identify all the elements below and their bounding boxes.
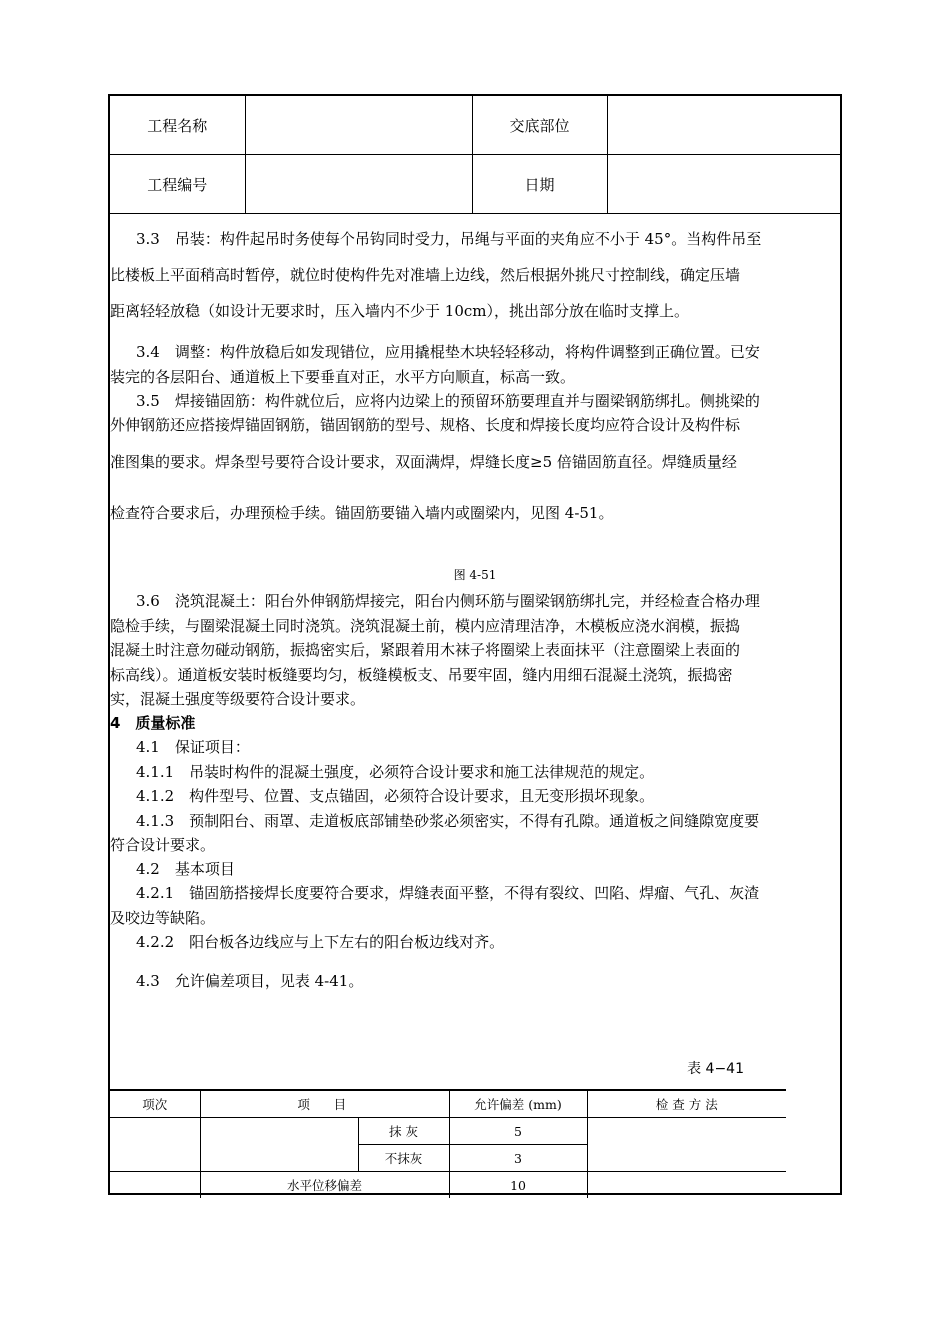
project-name-label: 工程名称	[110, 96, 245, 155]
row-method-cell	[587, 1172, 786, 1199]
header-index: 项次	[110, 1090, 200, 1118]
table-row	[110, 1118, 786, 1145]
row-method-cell	[587, 1118, 786, 1172]
s411-line: 4.1.1 吊装时构件的混凝土强度，必须符合设计要求和施工法律规范的规定。	[136, 763, 655, 781]
s421-line-2: 及咬边等缺陷。	[110, 909, 216, 927]
s36-line-2: 隐检手续，与圈梁混凝土同时浇筑。浇筑混凝土前，模内应清理洁净，木模板应浇水润模，振捣	[110, 617, 741, 635]
sub-item-unplastered: 不抹灰	[358, 1145, 449, 1172]
s43-line: 4.3 允许偏差项目，见表 4-41。	[136, 972, 364, 990]
figure-caption: 图 4-51	[453, 568, 497, 582]
s36-line-5: 实，混凝土强度等级要符合设计要求。	[110, 690, 366, 708]
s36-line-1: 3.6 浇筑混凝土：阳台外伸钢筋焊接完，阳台内侧环筋与圈梁钢筋绑扎完，并经检查合格办理	[136, 592, 760, 610]
deviation-table	[110, 1089, 786, 1198]
document-frame	[108, 94, 842, 1195]
table-row	[110, 1172, 786, 1199]
row-item-cell	[200, 1118, 358, 1172]
value-unplastered: 3	[449, 1145, 587, 1172]
s36-line-4: 标高线）。通道板安装时板缝要均匀，板缝模板支、吊要牢固，缝内用细石混凝土浇筑，振捣密	[110, 666, 733, 684]
s35-line-3: 准图集的要求。焊条型号要符合设计要求，双面满焊，焊缝长度≥5 倍锚固筋直径。焊缝质量经	[110, 453, 737, 471]
s35-line-2: 外伸钢筋还应搭接焊锚固钢筋，锚固钢筋的型号、规格、长度和焊接长度均应符合设计及构件标	[110, 416, 741, 434]
header-method: 检 查 方 法	[587, 1090, 786, 1118]
header-table	[110, 96, 840, 214]
s34-line-2: 装完的各层阳台、通道板上下要垂直对正，水平方向顺直，标高一致。	[110, 368, 576, 386]
project-no-value	[245, 155, 472, 214]
project-name-value	[245, 96, 472, 155]
s421-line-1: 4.2.1 锚固筋搭接焊长度要符合要求，焊缝表面平整，不得有裂纹、凹陷、焊瘤、气孔、灰渣	[136, 884, 760, 902]
handover-part-value	[607, 96, 840, 155]
s36-line-3: 混凝土时注意勿碰动钢筋，振捣密实后，紧跟着用木袜子将圈梁上表面抹平（注意圈梁上表面的	[110, 641, 741, 659]
date-label: 日期	[472, 155, 607, 214]
s412-line: 4.1.2 构件型号、位置、支点锚固，必须符合设计要求，且无变形损坏现象。	[136, 787, 655, 805]
date-value	[607, 155, 840, 214]
row-index-cell	[110, 1172, 200, 1199]
s42-line: 4.2 基本项目	[136, 860, 235, 878]
s34-line-1: 3.4 调整：构件放稳后如发现错位，应用撬棍垫木块轻轻移动，将构件调整到正确位置。已安	[136, 343, 760, 361]
s33-line-3: 距离轻轻放稳（如设计无要求时，压入墙内不少于 10cm），挑出部分放在临时支撑上。	[110, 302, 689, 320]
s413-line-1: 4.1.3 预制阳台、雨罩、走道板底部铺垫砂浆必须密实，不得有孔隙。通道板之间缝隙宽度要	[136, 812, 760, 830]
item-horizontal-shift: 水平位移偏差	[200, 1172, 449, 1199]
value-horizontal-shift: 10	[449, 1172, 587, 1199]
project-no-label: 工程编号	[110, 155, 245, 214]
s422-line: 4.2.2 阳台板各边线应与上下左右的阳台板边线对齐。	[136, 933, 505, 951]
header-allowed: 允许偏差 (mm)	[449, 1090, 587, 1118]
header-row-2	[110, 155, 840, 214]
row-index-cell	[110, 1118, 200, 1172]
value-plastered: 5	[449, 1118, 587, 1145]
s35-line-4: 检查符合要求后，办理预检手续。锚固筋要锚入墙内或圈梁内，见图 4-51。	[110, 504, 614, 522]
sub-item-plastered: 抹 灰	[358, 1118, 449, 1145]
table-header-row	[110, 1090, 786, 1118]
s33-line-1: 3.3 吊装：构件起吊时务使每个吊钩同时受力，吊绳与平面的夹角应不小于 45°。当构件吊至	[136, 230, 762, 248]
s33-line-2: 比楼板上平面稍高时暂停，就位时使构件先对准墙上边线，然后根据外挑尺寸控制线，确定压墙	[110, 266, 741, 284]
s35-line-1: 3.5 焊接锚固筋：构件就位后，应将内边梁上的预留环筋要理直并与圈梁钢筋绑扎。侧挑梁的	[136, 392, 760, 410]
s413-line-2: 符合设计要求。	[110, 836, 216, 854]
handover-part-label: 交底部位	[472, 96, 607, 155]
header-row-1	[110, 96, 840, 155]
s41-line: 4.1 保证项目：	[136, 738, 250, 756]
section-4-heading: 4 质量标准	[110, 714, 196, 732]
header-item: 项 目	[200, 1090, 449, 1118]
table-caption: 表 4−41	[687, 1061, 744, 1077]
